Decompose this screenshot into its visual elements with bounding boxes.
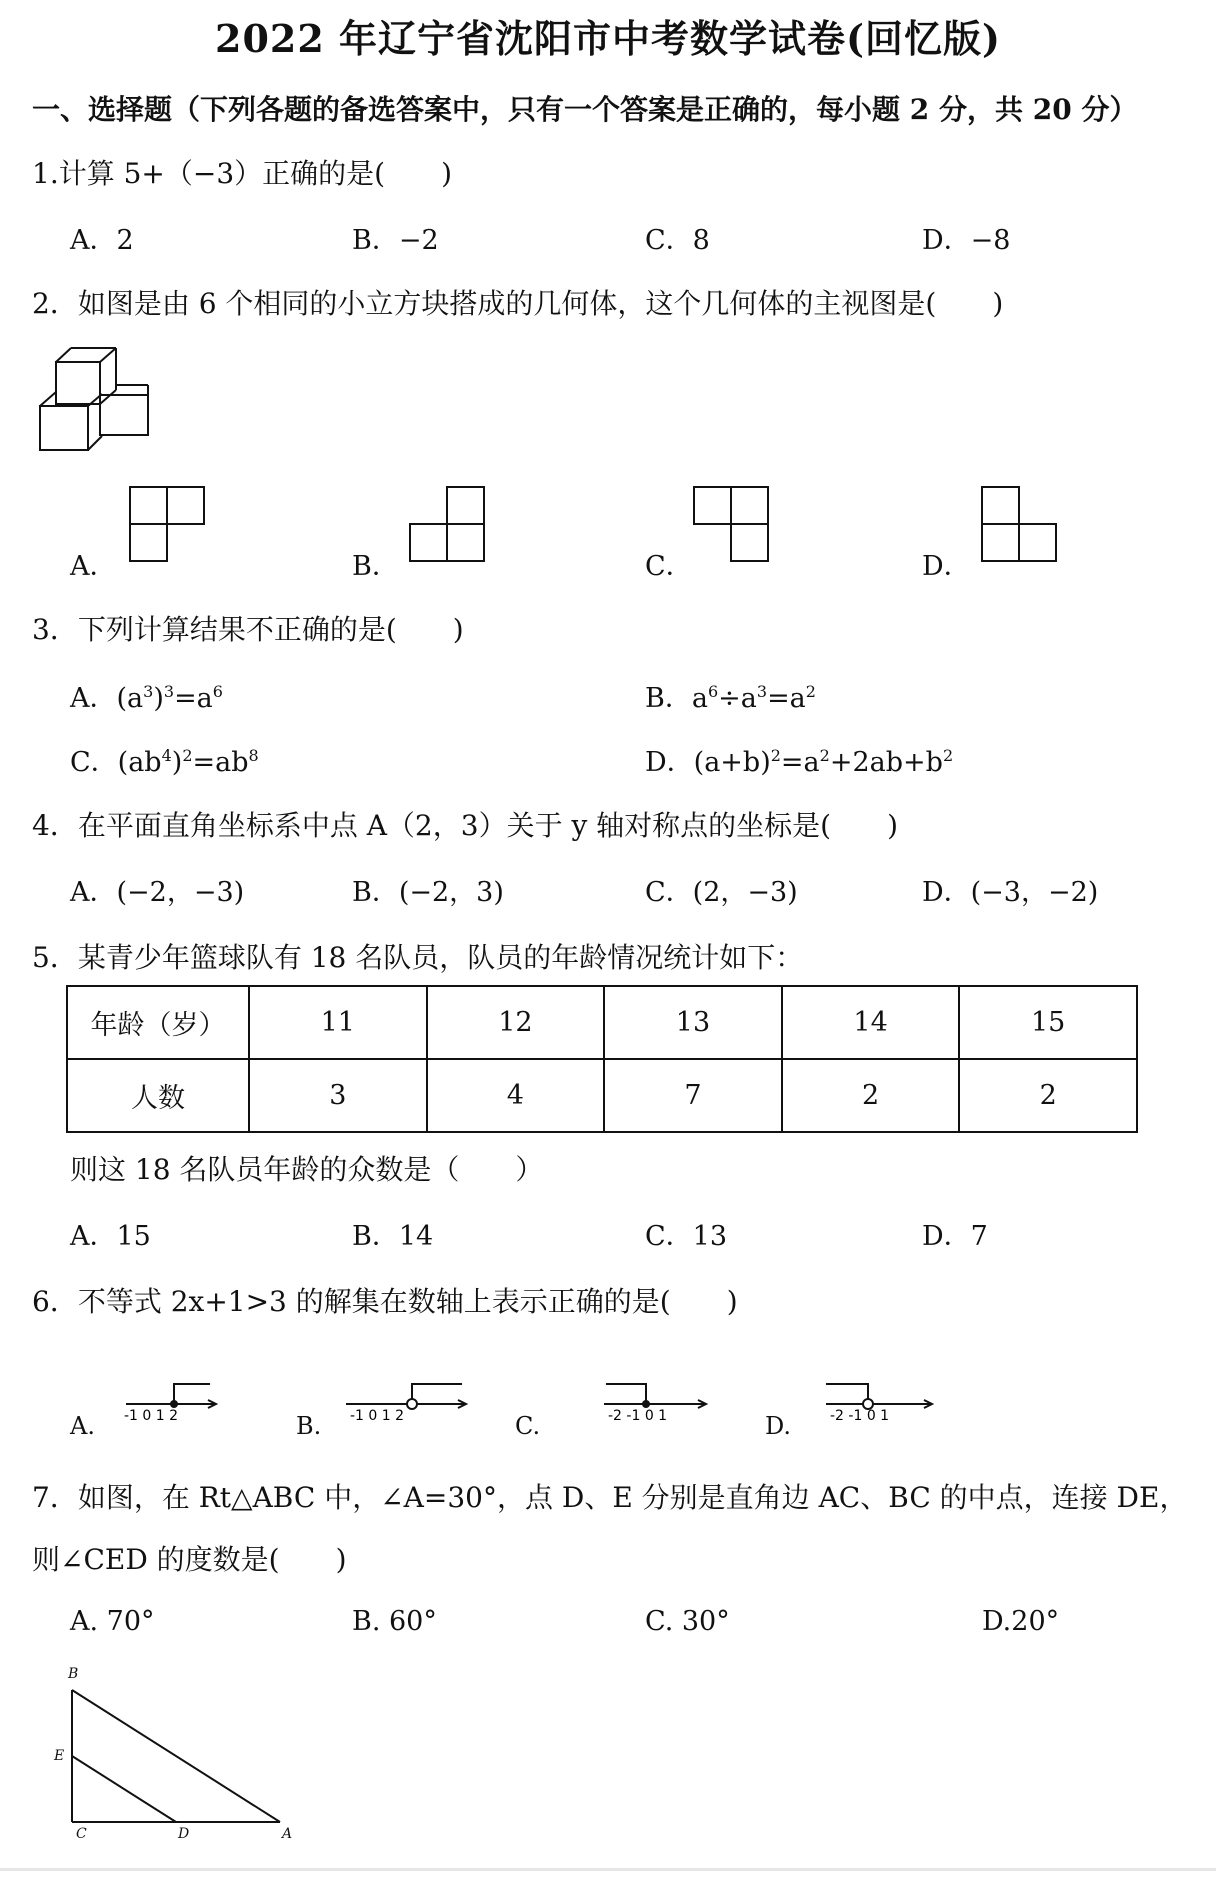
q6-d-tick-labels: -2 -1 0 1	[830, 1408, 890, 1422]
q2-option-b-view	[408, 485, 488, 565]
q6-c-tick-labels: -2 -1 0 1	[608, 1408, 668, 1422]
table-cell: 15	[959, 986, 1137, 1059]
q6-c-solid-point	[642, 1400, 650, 1408]
table-cell: 7	[604, 1059, 782, 1132]
q3-c-sup: 4	[161, 746, 172, 765]
q3-c-part: =ab	[192, 747, 249, 778]
q3-option-c	[70, 740, 259, 779]
q1-option-c: C．8	[645, 225, 710, 256]
table-header-cell: 年龄（岁）	[67, 986, 249, 1059]
q6-option-a-number-line	[122, 1372, 222, 1422]
q3-a-part: (a	[116, 683, 144, 714]
table-cell: 2	[782, 1059, 960, 1132]
q4-option-a: A．(−2，−3)	[70, 877, 245, 908]
q5-option-c: C．13	[645, 1221, 728, 1252]
q2-option-a-view	[128, 485, 208, 565]
q2-option-d-letter: D．	[922, 551, 971, 582]
q5-option-b: B．14	[352, 1221, 434, 1252]
q4-option-c: C．(2，−3)	[645, 877, 798, 908]
q2-option-a-letter: A．	[70, 551, 117, 582]
q1-option-d: D．−8	[922, 225, 1011, 256]
q3-b-part: a	[691, 683, 708, 714]
q6-option-d-letter: D.	[765, 1412, 792, 1440]
q3-b-sup: 3	[756, 682, 768, 701]
q7-option-a: A. 70°	[70, 1606, 155, 1637]
q7-option-b: B. 60°	[352, 1606, 437, 1637]
q6-a-tick-labels: -1 0 1 2	[124, 1408, 179, 1422]
q3-d-part: (a+b)	[693, 747, 771, 778]
question-5-followup: 则这 18 名队员年龄的众数是（ ）	[70, 1153, 544, 1186]
q3-b-part: ÷a	[718, 683, 757, 714]
table-cell: 13	[604, 986, 782, 1059]
question-2-stem: 2．如图是由 6 个相同的小立方块搭成的几何体，这个几何体的主视图是( )	[32, 287, 1004, 320]
table-header-cell: 人数	[67, 1059, 249, 1132]
q3-b-letter: B．	[645, 683, 692, 714]
q7-label-d: D	[178, 1826, 190, 1840]
q7-label-b: B	[68, 1666, 79, 1682]
q7-option-c: C. 30°	[645, 1606, 730, 1637]
page-title: 2022 年辽宁省沈阳市中考数学试卷(回忆版)	[215, 16, 1001, 61]
q7-triangle-figure	[50, 1662, 300, 1840]
q1-option-a: A．2	[70, 225, 134, 256]
q5-option-a: A．15	[70, 1221, 151, 1252]
q3-c-sup: 2	[182, 746, 193, 765]
question-7-stem-line-1: 7．如图，在 Rt△ABC 中，∠A=30°，点 D、E 分别是直角边 AC、BC 的中点，连接 DE，	[32, 1481, 1188, 1514]
q1-option-b: B．−2	[352, 225, 439, 256]
q6-b-tick-labels: -1 0 1 2	[350, 1408, 405, 1422]
section-heading: 一、选择题（下列各题的备选答案中，只有一个答案是正确的，每小题 2 分，共 20 分）	[32, 93, 1138, 126]
q4-option-b: B．(−2，3)	[352, 877, 504, 908]
q6-option-c-number-line	[600, 1372, 712, 1422]
q3-a-part: )	[153, 683, 164, 714]
q3-option-b	[645, 676, 816, 715]
question-1-stem: 1.计算 5+（−3）正确的是( )	[32, 157, 453, 190]
question-3-stem: 3．下列计算结果不正确的是( )	[32, 613, 464, 646]
table-row	[67, 986, 1137, 1059]
q3-b-part: =a	[767, 683, 806, 714]
q3-c-part: )	[171, 747, 183, 778]
table-cell: 14	[782, 986, 960, 1059]
q3-d-letter: D．	[645, 747, 694, 778]
q5-option-d: D．7	[922, 1221, 988, 1252]
table-row	[67, 1059, 1137, 1132]
q3-d-sup: 2	[819, 746, 830, 765]
table-cell: 2	[959, 1059, 1137, 1132]
q3-d-part: =a	[780, 747, 820, 778]
q6-option-d-number-line	[822, 1372, 938, 1422]
q3-d-sup: 2	[770, 746, 781, 765]
table-cell: 4	[427, 1059, 605, 1132]
q3-a-letter: A．	[70, 683, 117, 714]
q3-option-d	[645, 740, 953, 779]
table-cell: 3	[249, 1059, 427, 1132]
q7-label-c: C	[76, 1826, 87, 1840]
question-4-stem: 4．在平面直角坐标系中点 A（2，3）关于 y 轴对称点的坐标是( )	[32, 809, 899, 842]
page-bottom-edge	[0, 1868, 1216, 1871]
question-7-stem-line-2: 则∠CED 的度数是( )	[32, 1543, 347, 1576]
q6-option-a-letter: A.	[70, 1412, 95, 1440]
question-5-stem: 5．某青少年篮球队有 18 名队员，队员的年龄情况统计如下：	[32, 941, 804, 974]
q6-option-c-letter: C.	[515, 1412, 541, 1440]
q3-c-sup: 8	[248, 746, 259, 765]
q3-a-sup: 3	[143, 682, 154, 701]
q3-a-sup: 3	[163, 682, 175, 701]
q3-c-part: (ab	[117, 747, 162, 778]
q2-cube-figure	[36, 340, 156, 460]
q7-label-a: A	[282, 1826, 293, 1840]
q3-a-part: =a	[174, 683, 213, 714]
q3-c-letter: C．	[70, 747, 118, 778]
question-6-stem: 6．不等式 2x+1>3 的解集在数轴上表示正确的是( )	[32, 1285, 738, 1318]
q7-label-e: E	[54, 1748, 65, 1764]
q6-option-b-number-line	[342, 1372, 472, 1422]
q3-d-sup: 2	[942, 746, 954, 765]
q3-a-sup: 6	[212, 682, 223, 701]
q7-option-d: D.20°	[982, 1606, 1060, 1637]
q3-option-a	[70, 676, 223, 715]
q6-a-solid-point	[170, 1400, 178, 1408]
table-cell: 11	[249, 986, 427, 1059]
q3-b-sup: 6	[707, 682, 719, 701]
age-statistics-table	[66, 985, 1138, 1133]
q4-option-d: D．(−3，−2)	[922, 877, 1099, 908]
q2-option-d-view	[980, 485, 1060, 565]
q6-option-b-letter: B.	[296, 1412, 322, 1440]
q3-d-part: +2ab+b	[829, 747, 943, 778]
q3-b-sup: 2	[805, 682, 816, 701]
q2-option-c-letter: C．	[645, 551, 693, 582]
q2-option-b-letter: B．	[352, 551, 399, 582]
table-cell: 12	[427, 986, 605, 1059]
q2-option-c-view	[692, 485, 772, 565]
